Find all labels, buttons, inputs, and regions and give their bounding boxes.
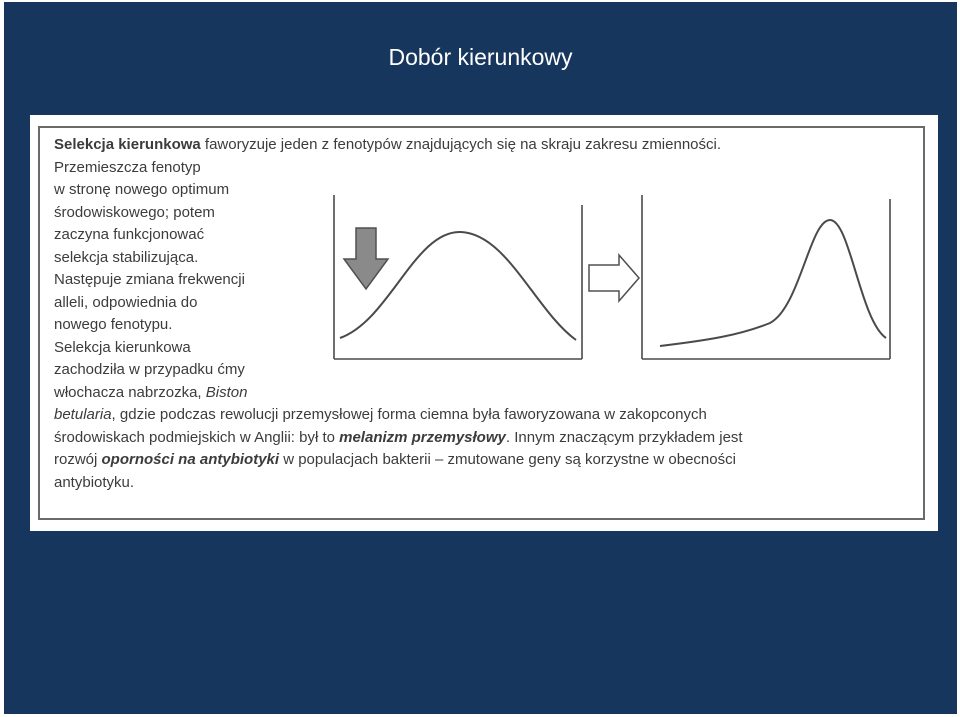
text-span: , gdzie podczas rewolucji przemysłowej forma ciemna była faworyzowana w zakopconych xyxy=(111,406,707,423)
term-melanizm-przemyslowy: melanizm przemysłowy xyxy=(339,428,506,446)
text-line xyxy=(54,382,743,405)
text-line: nowego fenotypu. xyxy=(54,316,173,333)
text-line: Przemieszcza fenotyp xyxy=(54,158,201,176)
text-line: zaczyna funkcjonować xyxy=(54,226,205,243)
text-line xyxy=(54,134,743,157)
down-arrow-icon xyxy=(344,228,388,289)
text-span: rozwój xyxy=(54,451,102,468)
shifted-skewed-curve xyxy=(660,220,886,346)
text-line: antybiotyku. xyxy=(54,473,135,491)
right-arrow-icon xyxy=(589,255,639,301)
slide-background xyxy=(4,2,957,714)
text-line: selekcja stabilizująca. xyxy=(54,248,199,266)
selection-diagram xyxy=(330,195,895,365)
text-line xyxy=(54,427,743,450)
text-line: w stronę nowego optimum xyxy=(54,181,230,198)
text-line: zachodziła w przypadku ćmy xyxy=(54,361,245,378)
text-span: włochacza nabrzozka, xyxy=(54,383,206,401)
text-span: . Innym znaczącym przykładem jest xyxy=(505,428,743,446)
text-line: Następuje zmiana frekwencji xyxy=(54,271,245,288)
text-span: środowiskach podmiejskich w Anglii: był to xyxy=(54,428,340,446)
text-line xyxy=(54,404,743,427)
term-opornosc-na-antybiotyki: oporności na antybiotyki xyxy=(101,451,280,468)
textbook-excerpt xyxy=(30,115,938,531)
slide-title: Dobór kierunkowy xyxy=(388,44,573,70)
text-line: Selekcja kierunkowa xyxy=(54,338,191,356)
right-axes xyxy=(642,195,890,359)
text-span: faworyzuje jeden z fenotypów znajdujących się na skraju zakresu zmienności. xyxy=(200,136,722,153)
species-name-epithet: betularia xyxy=(54,406,112,423)
text-line: alleli, odpowiednia do xyxy=(54,293,198,311)
term-selekcja-kierunkowa: Selekcja kierunkowa xyxy=(54,136,201,153)
text-line: środowiskowego; potem xyxy=(54,203,215,221)
text-span: w populacjach bakterii – zmutowane geny są korzystne w obecności xyxy=(279,451,736,468)
text-line xyxy=(54,449,743,472)
species-name-genus: Biston xyxy=(205,383,248,401)
